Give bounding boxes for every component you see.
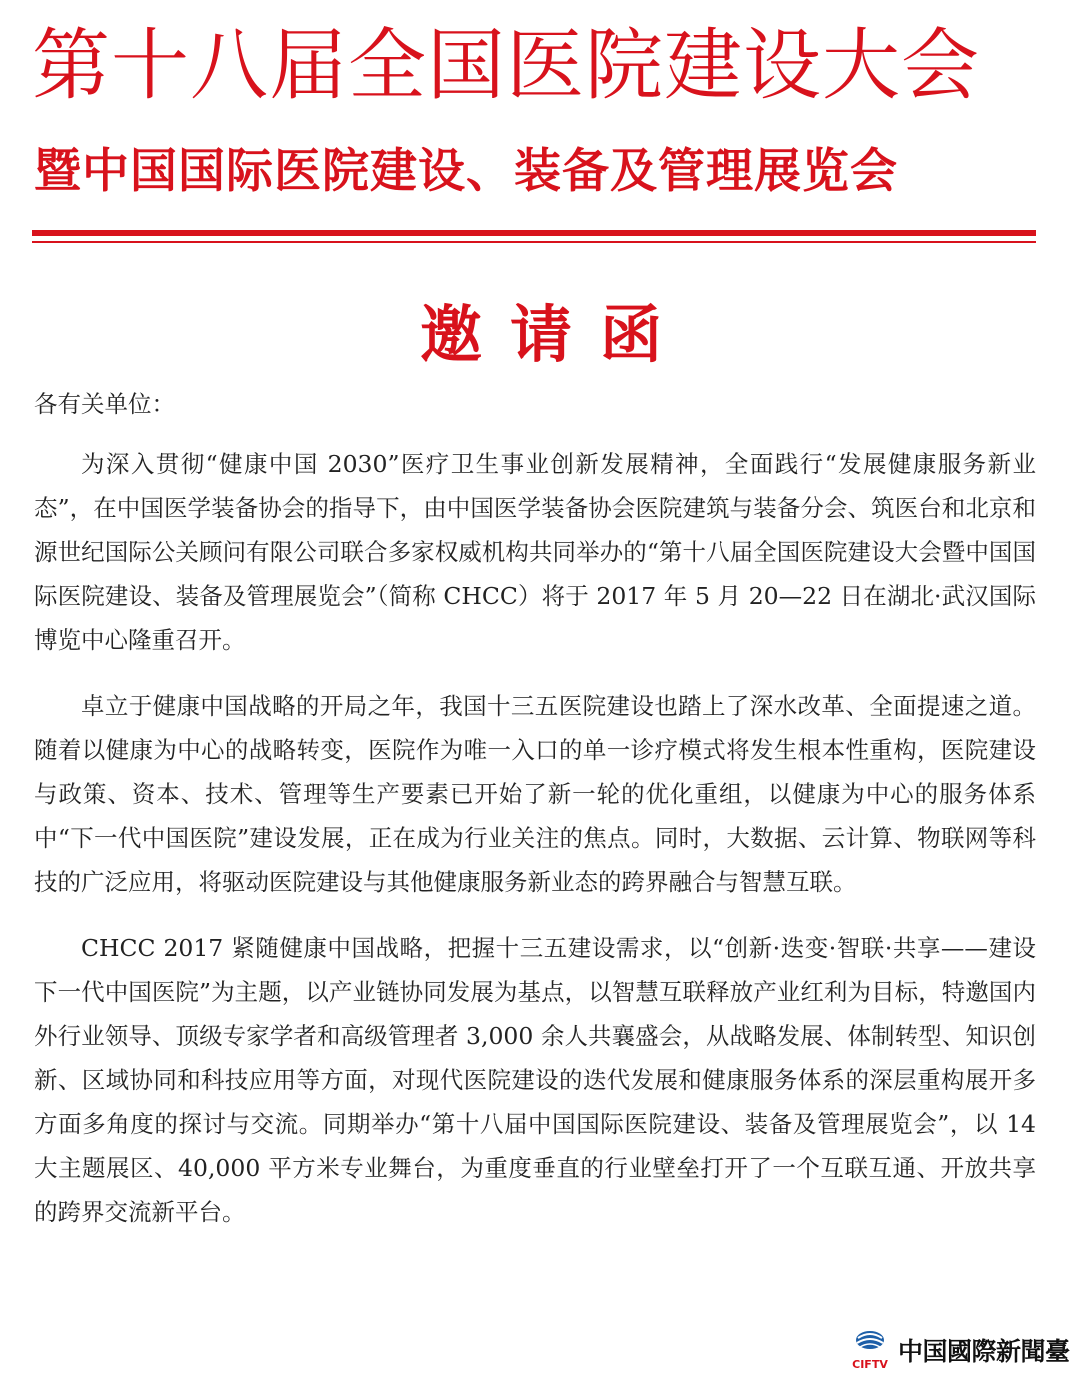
logo-mark-text: CIFTV bbox=[852, 1358, 888, 1371]
globe-logo-icon bbox=[846, 1328, 894, 1372]
paragraph-1: 为深入贯彻“健康中国 2030”医疗卫生事业创新发展精神，全面践行“发展健康服务新业态”，在中国医学装备协会的指导下，由中国医学装备协会医院建筑与装备分会、筑医台和北京和源世纪国际公关顾问有限公司联合多家权威机构共同举办的“第十八届全国医院建设大会暨中国国际医院建设、装备及管理展览会”（简称 CHCC）将于 2017 年 5 月 20—22 日在湖北·武汉国际博览中心隆重召开。 bbox=[34, 450, 1036, 654]
salutation: 各有关单位： bbox=[34, 390, 175, 418]
logo-name: 中国國際新聞臺 bbox=[898, 1337, 1070, 1366]
letter-body bbox=[34, 382, 1036, 1256]
event-subtitle: 暨中国国际医院建设、装备及管理展览会 bbox=[34, 144, 898, 199]
header-rule-thick bbox=[32, 230, 1036, 236]
cift-watermark-logo bbox=[846, 1328, 1074, 1372]
paragraph-2: 卓立于健康中国战略的开局之年，我国十三五医院建设也踏上了深水改革、全面提速之道。随着以健康为中心的战略转变，医院作为唯一入口的单一诊疗模式将发生根本性重构，医院建设与政策、资本、技术、管理等生产要素已开始了新一轮的优化重组，以健康为中心的服务体系中“下一代中国医院”建设发展，正在成为行业关注的焦点。同时，大数据、云计算、物联网等科技的广泛应用，将驱动医院建设与其他健康服务新业态的跨界融合与智慧互联。 bbox=[34, 692, 1036, 896]
document-title: 邀请函 bbox=[419, 298, 690, 371]
paragraph-3: CHCC 2017 紧随健康中国战略，把握十三五建设需求，以“创新·迭变·智联·共享——建设下一代中国医院”为主题，以产业链协同发展为基点，以智慧互联释放产业红利为目标，特邀国内外行业领导、顶级专家学者和高级管理者 3,000 余人共襄盛会，从战略发展、体制转型、知识创新、区域协同和科技应用等方面，对现代医院建设的迭代发展和健康服务体系的深层重构展开多方面多角度的探讨与交流。同期举办“第十八届中国国际医院建设、装备及管理展览会”，以 14 大主题展区、40,000 平方米专业舞台，为重度垂直的行业壁垒打开了一个互联互通、开放共享的跨界交流新平台。 bbox=[34, 934, 1036, 1226]
header-rule-thin bbox=[32, 241, 1036, 243]
event-title: 第十八届全国医院建设大会 bbox=[32, 21, 981, 111]
